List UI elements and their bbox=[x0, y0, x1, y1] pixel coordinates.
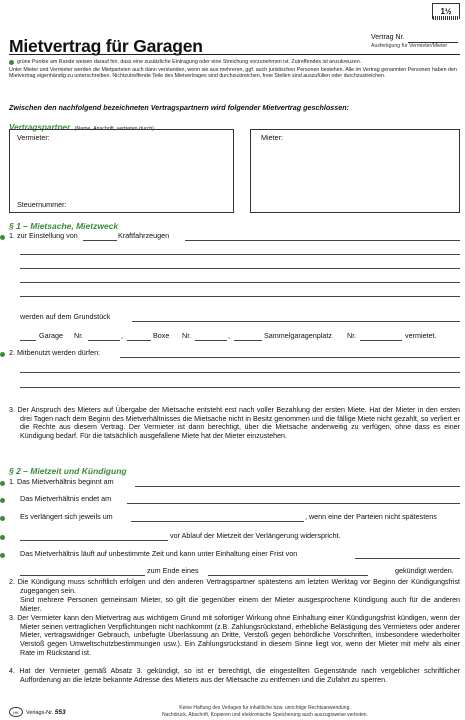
s2-end-label: Das Mietverhältnis endet am bbox=[20, 494, 112, 503]
form-badge: 1½ bbox=[432, 3, 460, 19]
boxe-count-field[interactable] bbox=[127, 340, 151, 341]
green-dot-icon bbox=[0, 481, 5, 486]
s2-item2b: Sind mehrere Personen gemeinsam Mieter, so gilt die gegenüber einem der Mieter ausgesprochene Kündigung auch für die anderen Mieter. bbox=[20, 596, 460, 613]
vermietet-label: vermietet. bbox=[405, 331, 437, 340]
s2-item2: 2. Die Kündigung muss schriftlich erfolgen und den anderen Vertragspartner spätestens am letzten Werktag vor Beginn der Kündigungsfrist zugegangen sein. bbox=[9, 578, 460, 595]
s2-zum-ende-label: zum Ende eines bbox=[147, 566, 199, 575]
s2-gekuendigt-label: gekündigt werden. bbox=[395, 566, 454, 575]
publisher-logo-icon: HK bbox=[9, 707, 23, 717]
s1-item1-value: Kraftfahrzeugen bbox=[118, 231, 170, 240]
mitbenutzt-line-1[interactable] bbox=[120, 357, 460, 358]
s2-item3: 3. Der Vermieter kann den Mietvertrag aus wichtigem Grund mit sofortiger Wirkung ohne Einhaltung einer Kündigungsfrist kündigen, wenn der Mieter seinen vertraglichen Verpflichtungen nicht nachkommt (z.B. Zahlungsrückstand, erhebliche Belästigung des Vermieters oder anderer Mieter, vertragswidriger Gebrauch, unbefugte Überlassung an Dritte, Verstoß gegen behördliche Vorschriften, insbesondere wiederholter Verstoß gegen Umweltschutzbestimmungen usw.). Ein Zahlungsrückstand in diesem Sinne liegt vor, wenn der Mieter mit mehr als einer Rate im Rückstand ist. bbox=[9, 614, 460, 657]
s2-frist-field[interactable] bbox=[355, 558, 460, 559]
section-2-heading: § 2 – Mietzeit und Kündigung bbox=[9, 466, 127, 476]
s1-count-field[interactable] bbox=[83, 240, 117, 241]
green-dot-icon bbox=[0, 553, 5, 558]
s1-line-4[interactable] bbox=[20, 282, 460, 283]
partners-hint: (Name, Anschrift, vertreten durch) bbox=[74, 126, 155, 132]
vertrag-nr-label: Vertrag Nr. bbox=[371, 34, 405, 41]
garage-count-field[interactable] bbox=[20, 340, 36, 341]
note-parties: Unter Mieter und Vermieter werden die Mietparteien auch dann verstanden, wenn sie aus mehreren, ggf. auch juristischen Personen bestehen. Alle im Vertrag genannten Personen haben den Mietvertrag eigenhändig zu unterschreiben. Nichtzutreffende Teile des Mietvertrages sind durchzustreichen, freie Stellen sind auszufüllen oder durchzustreichen. bbox=[9, 67, 457, 80]
s1-line-3[interactable] bbox=[20, 268, 460, 269]
s1-line-2[interactable] bbox=[20, 254, 460, 255]
partners-heading-label: Vertragspartner bbox=[9, 123, 71, 132]
s1-item2-label: 2. Mitbenutzt werden dürfen: bbox=[9, 348, 101, 357]
s2-extend-label: Es verlängert sich jeweils um bbox=[20, 512, 113, 521]
mieter-label: Mieter: bbox=[261, 133, 283, 142]
green-dot-icon bbox=[9, 60, 14, 65]
page-title: Mietvertrag für Garagen bbox=[9, 36, 203, 56]
comma: , bbox=[228, 331, 230, 340]
intro-text: Zwischen den nachfolgend bezeichneten Vertragspartnern wird folgender Mietvertrag geschlossen: bbox=[9, 103, 350, 112]
grundstueck-field[interactable] bbox=[132, 321, 460, 322]
garage-label: Garage bbox=[39, 331, 63, 340]
s2-widerspruch-field[interactable] bbox=[20, 540, 168, 541]
garage-nr-field[interactable] bbox=[88, 340, 120, 341]
s2-unbestimmt-label: Das Mietverhältnis läuft auf unbestimmte Zeit und kann unter Einhaltung einer Frist von bbox=[20, 549, 298, 558]
footer-line-2: Nachdruck, Abschrift, Kopieren und elektronische Speicherung auch auszugsweise verboten. bbox=[162, 712, 368, 718]
green-dot-icon bbox=[0, 352, 5, 357]
sammel-nr-field[interactable] bbox=[360, 340, 402, 341]
s1-line-5[interactable] bbox=[20, 296, 460, 297]
vermieter-label: Vermieter: bbox=[17, 133, 50, 142]
s2-widerspruch-label: vor Ablauf der Mietzeit der Verlängerung widerspricht. bbox=[170, 531, 341, 540]
s2-frist-field-2[interactable] bbox=[20, 575, 145, 576]
s2-item4: 4. Hat der Vermieter gemäß Absatz 3. gekündigt, so ist er berechtigt, die eingestellten Gegenstände nach vergeblicher schriftlicher Aufforderung an die letzte bekannte Adresse des Mieters aus der Mietsache zu entfernen und die Zufahrt zu sperren. bbox=[9, 667, 460, 684]
boxe-nr-label: Nr. bbox=[182, 331, 192, 340]
green-dot-icon bbox=[0, 535, 5, 540]
mitbenutzt-line-3[interactable] bbox=[20, 387, 460, 388]
green-dot-icon bbox=[0, 516, 5, 521]
mitbenutzt-line-2[interactable] bbox=[20, 372, 460, 373]
s2-extend-field[interactable] bbox=[131, 521, 304, 522]
green-dot-icon bbox=[0, 235, 5, 240]
sammel-count-field[interactable] bbox=[234, 340, 262, 341]
header-rule bbox=[9, 54, 460, 55]
s2-begin-field[interactable] bbox=[135, 486, 460, 487]
garage-nr-label: Nr. bbox=[74, 331, 84, 340]
s1-line-1[interactable] bbox=[185, 240, 460, 241]
comma: , bbox=[121, 331, 123, 340]
section-1-heading: § 1 – Mietsache, Mietzweck bbox=[9, 221, 119, 231]
s1-item1-label: 1. zur Einstellung von bbox=[9, 231, 78, 240]
grundstueck-label: werden auf dem Grundstück bbox=[20, 312, 111, 321]
verlag-nr bbox=[26, 709, 66, 716]
note-green-dots: grüne Punkte am Rande weisen darauf hin, dass eine zusätzliche Eintragung oder eine Streichung vorzunehmen ist. Zutreffendes ist anzukreuzen. bbox=[17, 59, 362, 65]
steuernummer-label: Steuernummer: bbox=[17, 200, 67, 209]
s2-begin-label: 1. Das Mietverhältnis beginnt am bbox=[9, 477, 114, 486]
footer-line-1: Keine Haftung des Verlages für inhaltliche bzw. unrichtige Rechtsanwendung. bbox=[179, 705, 351, 711]
boxe-nr-field[interactable] bbox=[195, 340, 227, 341]
verlag-nr-value: 553 bbox=[54, 709, 66, 716]
sammel-nr-label: Nr. bbox=[347, 331, 357, 340]
barcode-icon bbox=[433, 16, 459, 20]
ausfertigung-label: Ausfertigung für Vermieter/Mieter bbox=[371, 43, 448, 49]
s2-extend-label-b: , wenn eine der Parteien nicht spätestens bbox=[305, 512, 437, 521]
sammel-label: Sammelgaragenplatz bbox=[264, 331, 332, 340]
boxe-label: Boxe bbox=[153, 331, 170, 340]
verlag-nr-label: Verlags-Nr. bbox=[26, 710, 54, 716]
s1-item3: 3. Der Anspruch des Mieters auf Übergabe der Mietsache entsteht erst nach voller Bezahlung der ersten Miete. Hat der Mieter in den ersten drei Tagen nach dem Beginn des Mietverhältnisses die Mietsache nicht in Besitz genommen und die fällige Miete nicht gezahlt, so verliert er die Rechte aus diesem Vertrag. Der Vermieter ist dann berechtigt, über die Mietsache anderweitig zu verfügen, ohne dass es einer Kündigung bedarf. Für die tatsächlich ausgefallene Miete hat der Mieter einzustehen. bbox=[9, 406, 460, 441]
green-dot-icon bbox=[0, 498, 5, 503]
s2-zeitraum-field[interactable] bbox=[208, 575, 368, 576]
s2-end-field[interactable] bbox=[127, 503, 460, 504]
